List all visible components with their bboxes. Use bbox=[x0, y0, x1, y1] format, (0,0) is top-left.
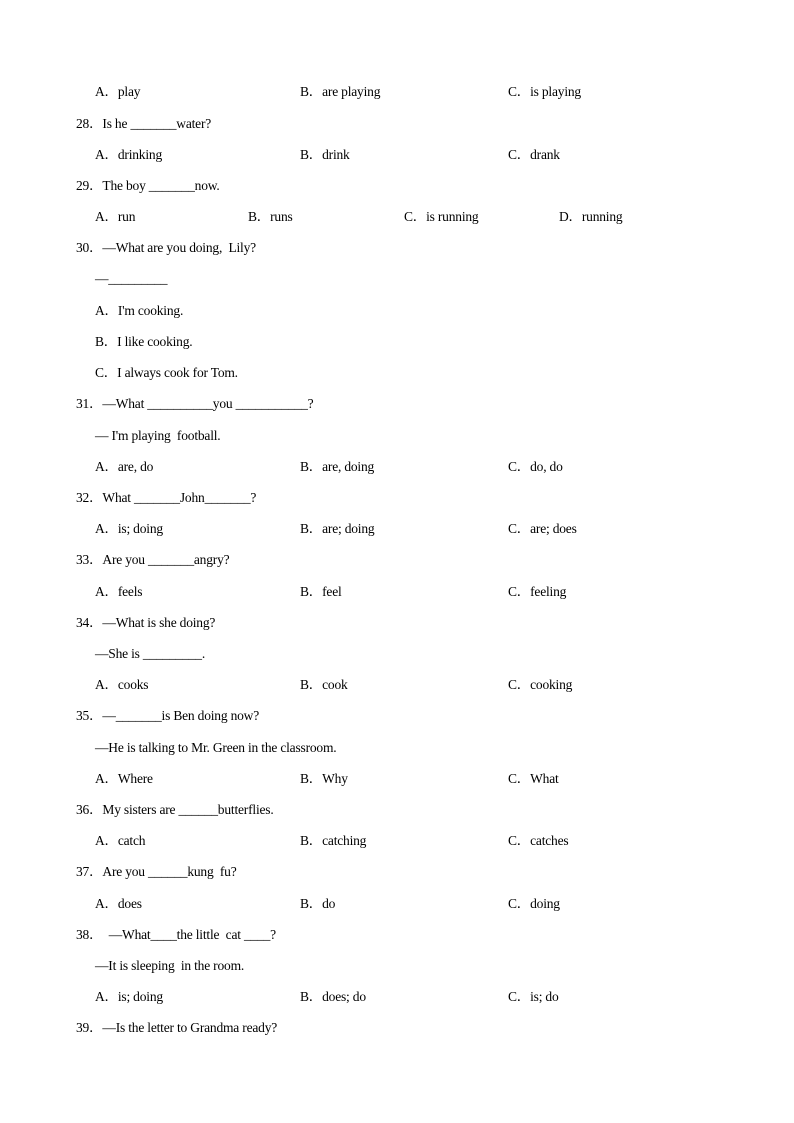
option-c[interactable]: C．What bbox=[508, 771, 559, 786]
question-stem: 29．The boy _______now. bbox=[76, 178, 220, 193]
option-a[interactable]: A．cooks bbox=[95, 677, 149, 692]
question-stem: 37．Are you ______kung fu? bbox=[76, 864, 237, 879]
question-stem: 31．—What __________you ___________? bbox=[76, 396, 314, 411]
option-a[interactable]: A．drinking bbox=[95, 147, 162, 162]
option-a[interactable]: A．does bbox=[95, 896, 142, 911]
option-c[interactable]: C．doing bbox=[508, 896, 560, 911]
option-c[interactable]: C．are; does bbox=[508, 521, 577, 536]
answer-line: —It is sleeping in the room. bbox=[95, 958, 245, 973]
option-b[interactable]: B．are playing bbox=[300, 84, 381, 99]
option-a[interactable]: A．catch bbox=[95, 833, 146, 848]
question-stem: 35．—_______is Ben doing now? bbox=[76, 708, 260, 723]
option-b[interactable]: B．do bbox=[300, 896, 336, 911]
option-a[interactable]: A．feels bbox=[95, 584, 143, 599]
option-c[interactable]: C．I always cook for Tom. bbox=[95, 365, 238, 380]
option-b[interactable]: B．cook bbox=[300, 677, 348, 692]
question-stem: 38． —What____the little cat ____? bbox=[76, 927, 276, 942]
option-b[interactable]: B．catching bbox=[300, 833, 367, 848]
question-stem: 34．—What is she doing? bbox=[76, 615, 216, 630]
option-a[interactable]: A．is; doing bbox=[95, 989, 163, 1004]
answer-line: —He is talking to Mr. Green in the classroom. bbox=[95, 740, 337, 755]
question-stem: 32．What _______John_______? bbox=[76, 490, 257, 505]
option-b[interactable]: B．Why bbox=[300, 771, 348, 786]
option-b[interactable]: B．I like cooking. bbox=[95, 334, 193, 349]
question-stem: 36．My sisters are ______butterflies. bbox=[76, 802, 274, 817]
question-stem: 30．—What are you doing, Lily? bbox=[76, 240, 256, 255]
answer-line: —_________ bbox=[95, 271, 168, 286]
option-b[interactable]: B．runs bbox=[248, 209, 293, 224]
option-c[interactable]: C．cooking bbox=[508, 677, 573, 692]
option-c[interactable]: C．do, do bbox=[508, 459, 563, 474]
option-c[interactable]: C．is; do bbox=[508, 989, 559, 1004]
option-a[interactable]: A．is; doing bbox=[95, 521, 163, 536]
option-d[interactable]: D．running bbox=[559, 209, 623, 224]
option-b[interactable]: B．feel bbox=[300, 584, 342, 599]
question-stem: 39．—Is the letter to Grandma ready? bbox=[76, 1020, 278, 1035]
option-c[interactable]: C．is playing bbox=[508, 84, 581, 99]
option-c[interactable]: C．feeling bbox=[508, 584, 567, 599]
question-stem: 28．Is he _______water? bbox=[76, 116, 212, 131]
option-a[interactable]: A．are, do bbox=[95, 459, 154, 474]
option-b[interactable]: B．are, doing bbox=[300, 459, 375, 474]
option-c[interactable]: C．catches bbox=[508, 833, 569, 848]
option-a[interactable]: A．play bbox=[95, 84, 141, 99]
option-b[interactable]: B．drink bbox=[300, 147, 350, 162]
option-a[interactable]: A．Where bbox=[95, 771, 153, 786]
answer-line: —She is _________. bbox=[95, 646, 206, 661]
option-c[interactable]: C．is running bbox=[404, 209, 479, 224]
option-b[interactable]: B．does; do bbox=[300, 989, 366, 1004]
option-a[interactable]: A．I'm cooking. bbox=[95, 303, 184, 318]
question-stem: 33．Are you _______angry? bbox=[76, 552, 230, 567]
answer-line: — I'm playing football. bbox=[95, 428, 221, 443]
option-a[interactable]: A．run bbox=[95, 209, 136, 224]
option-c[interactable]: C．drank bbox=[508, 147, 560, 162]
option-b[interactable]: B．are; doing bbox=[300, 521, 375, 536]
